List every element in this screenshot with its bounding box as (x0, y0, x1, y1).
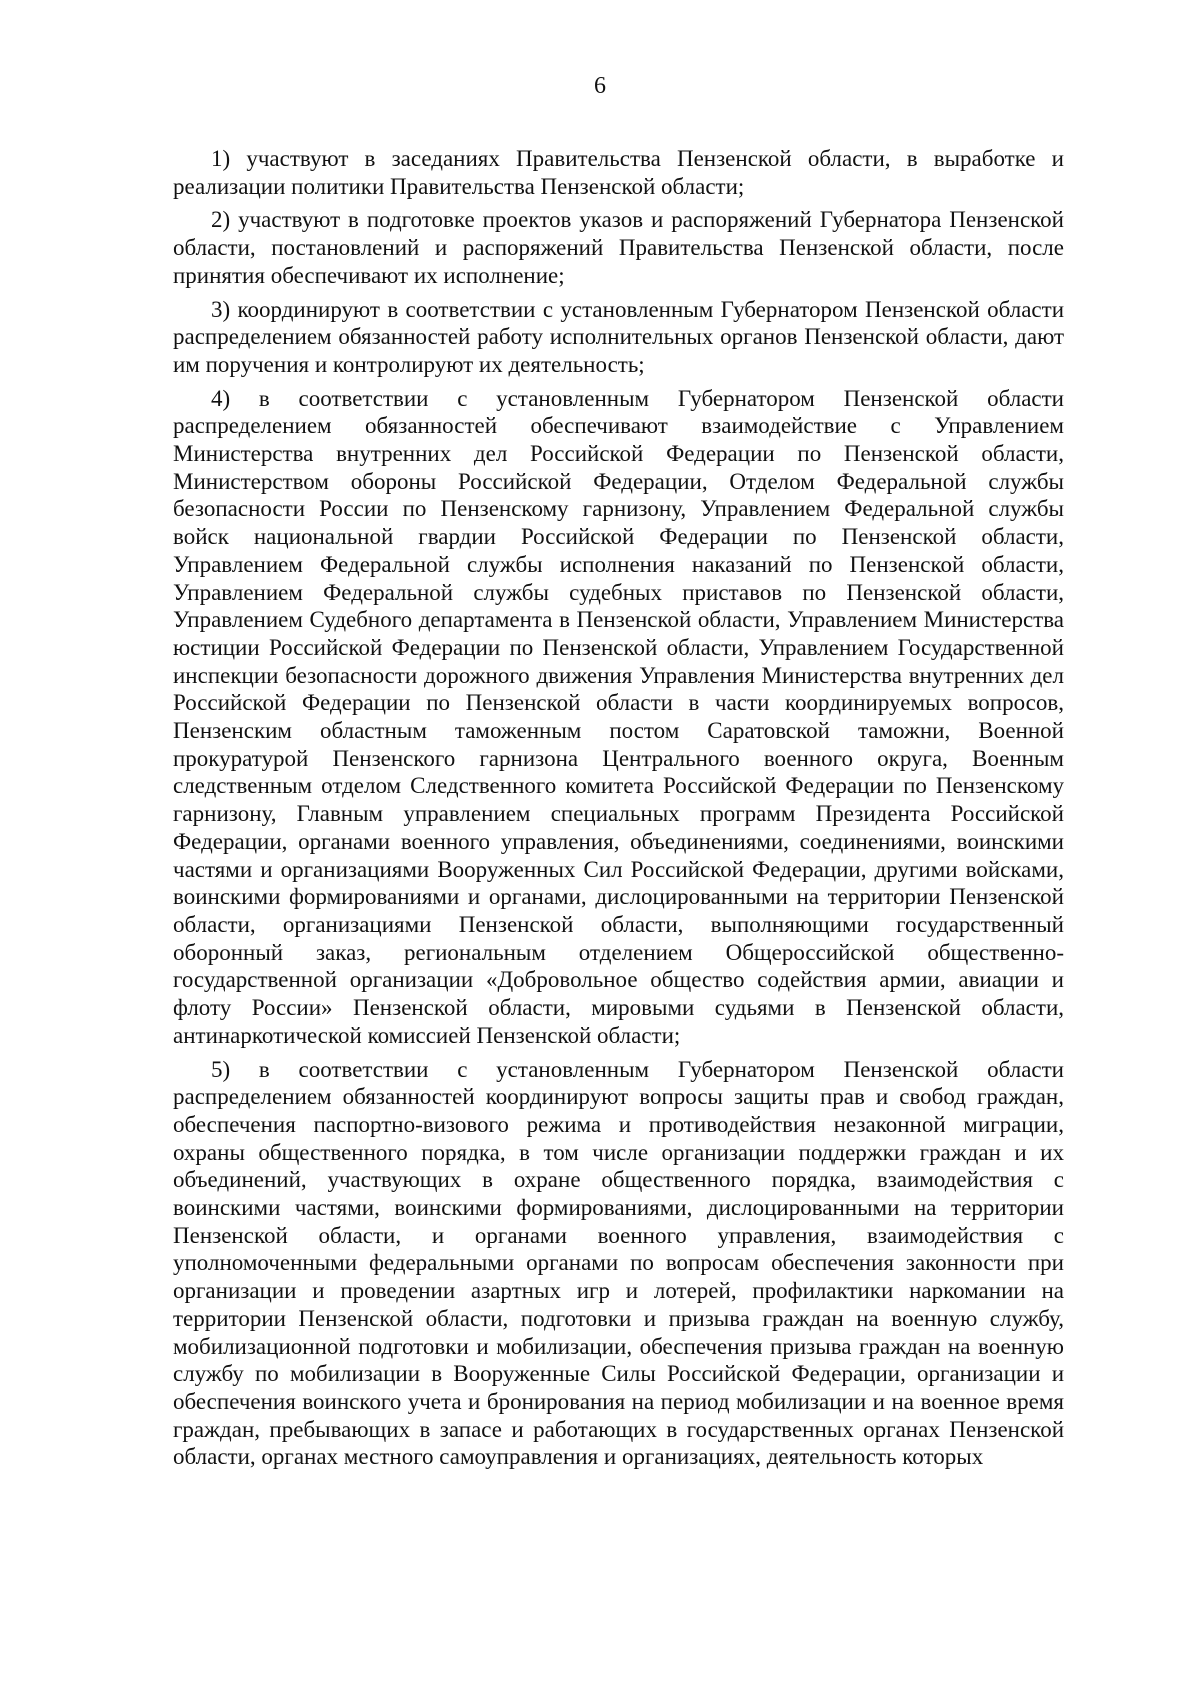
document-body (173, 145, 1064, 1477)
paragraph-2: 2) участвуют в подготовке проектов указов и распоряжений Губернатора Пензенской области, постановлений и распоряжений Правительства Пензенской области, после принятия обеспечивают их исполнение; (173, 207, 1064, 288)
paragraph-4: 4) в соответствии с установленным Губернатором Пензенской области распределением обязанностей обеспечивают взаимодействие с Управлением Министерства внутренних дел Российской Федерации по Пензенской области, Министерством обороны Российской Федерации, Отделом Федеральной службы безопасности России по Пензенскому гарнизону, Управлением Федеральной службы войск национальной гвардии Российской Федерации по Пензенской области, Управлением Федеральной службы исполнения наказаний по Пензенской области, Управлением Федеральной службы судебных приставов по Пензенской области, Управлением Судебного департамента в Пензенской области, Управлением Министерства юстиции Российской Федерации по Пензенской области, Управлением Государственной инспекции безопасности дорожного движения Управления Министерства внутренних дел Российской Федерации по Пензенской области в части координируемых вопросов, Пензенским областным таможенным постом Саратовской таможни, Военной прокуратурой Пензенского гарнизона Центрального военного округа, Военным следственным отделом Следственного комитета Российской Федерации по Пензенскому гарнизону, Главным управлением специальных программ Президента Российской Федерации, органами военного управления, объединениями, соединениями, воинскими частями и организациями Вооруженных Сил Российской Федерации, другими войсками, воинскими формированиями и органами, дислоцированными на территории Пензенской области, организациями Пензенской области, выполняющими государственный оборонный заказ, региональным отделением Общероссийской общественно-государственной организации «Добровольное общество содействия армии, авиации и флоту России» Пензенской области, мировыми судьями в Пензенской области, антинаркотической комиссией Пензенской области; (173, 385, 1064, 1048)
page-number: 6 (594, 73, 606, 99)
paragraph-1: 1) участвуют в заседаниях Правительства Пензенской области, в выработке и реализации политики Правительства Пензенской области; (173, 146, 1064, 199)
paragraph-5: 5) в соответствии с установленным Губернатором Пензенской области распределением обязанностей координируют вопросы защиты прав и свобод граждан, обеспечения паспортно-визового режима и противодействия незаконной миграции, охраны общественного порядка, в том числе организации поддержки граждан и их объединений, участвующих в охране общественного порядка, взаимодействия с воинскими частями, воинскими формированиями, дислоцированными на территории Пензенской области, и органами военного управления, взаимодействия с уполномоченными федеральными органами по вопросам обеспечения законности при организации и проведении азартных игр и лотерей, профилактики наркомании на территории Пензенской области, подготовки и призыва граждан на военную службу, мобилизационной подготовки и мобилизации, обеспечения призыва граждан на военную службу по мобилизации в Вооруженные Силы Российской Федерации, организации и обеспечения воинского учета и бронирования на период мобилизации и на военное время граждан, пребывающих в запасе и работающих в государственных органах Пензенской области, органах местного самоуправления и организациях, деятельность которых (173, 1056, 1064, 1470)
paragraph-3: 3) координируют в соответствии с установленным Губернатором Пензенской области распределением обязанностей работу исполнительных органов Пензенской области, дают им поручения и контролируют их деятельность; (173, 296, 1064, 377)
